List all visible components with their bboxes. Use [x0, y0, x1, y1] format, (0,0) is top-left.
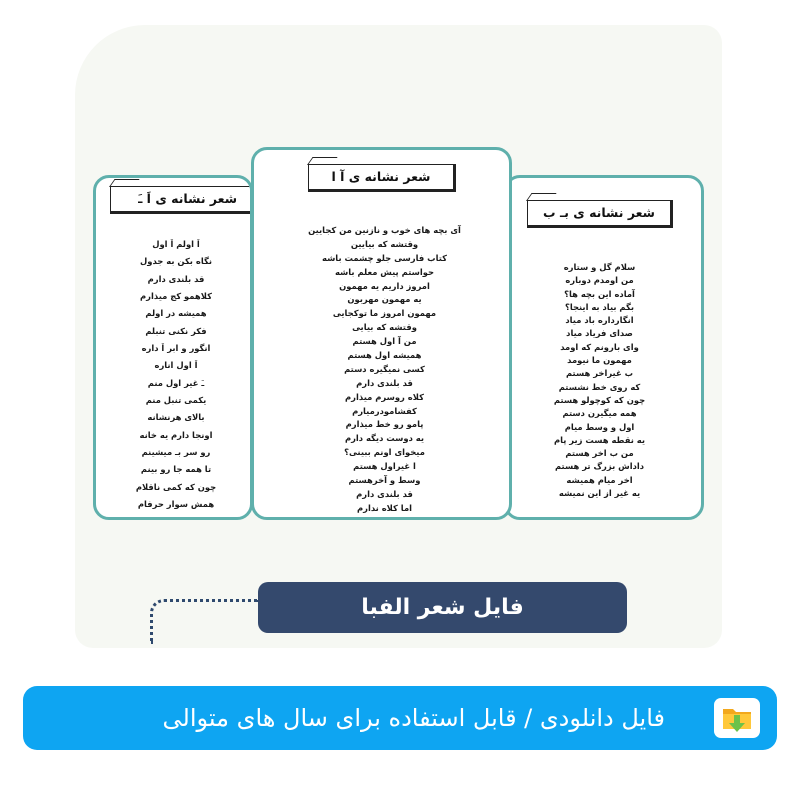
poem-line: وقتشه که بیایین [350, 238, 419, 249]
poem-line: یکمی تنبل منم [145, 395, 207, 406]
poem-line: مهمون امروز ما توکجایی [332, 308, 437, 319]
poem-card-alef-madd [251, 147, 512, 520]
poem-line: همه میگیرن دستم [562, 408, 637, 419]
poem-line: اول و وسط میام [564, 421, 635, 432]
poem-line: رو سر بـ میشینم [141, 447, 211, 458]
poem-line: همش سوار حرفام [137, 499, 215, 510]
poem-line: کتاب فارسی جلو چشمت باشه [321, 252, 448, 263]
poem-lines [274, 224, 495, 516]
poem-line: کفشامودرمیارم [352, 405, 417, 416]
poem-line: چون که کوچولو هستم [553, 394, 646, 405]
poem-line: کلاه روسرم میذارم [345, 391, 424, 402]
poem-line: پامو رو خط میذارم [345, 419, 424, 430]
poem-line: ب غیراخر هستم [565, 368, 634, 379]
poem-line: کلاهمو کج میذارم [140, 291, 212, 302]
banner-text: فایل دانلودی / قابل استفاده برای سال های متوالی [162, 704, 665, 732]
poem-line: حواستم پیش معلم باشه [334, 266, 435, 277]
poem-line: انگارداره باد میاد [565, 315, 634, 326]
poem-line: صدای فریاد میاد [566, 328, 633, 339]
file-title-label: فایل شعر الفبا [258, 582, 627, 633]
poem-line: بگم بیاد به اینجا؟ [564, 301, 635, 312]
poem-line: ـَ غیر اول منم [147, 377, 205, 388]
poem-line: کسی نمیگیره دستم [344, 363, 425, 374]
poem-card-title: شعر نشانه ی بـ ب [527, 200, 673, 228]
poem-line: آماده این بچه ها؟ [564, 288, 635, 299]
poem-line: یه دوست دیگه دارم [344, 433, 425, 444]
poem-line: بالای هرنشانه [147, 412, 205, 423]
poem-line: اَ اولم اَ اول [152, 239, 200, 249]
poem-line: من ب اخر هستم [565, 448, 634, 459]
poem-line: یه غیر از این نمیشه [558, 488, 641, 499]
poem-line: یه مهمون مهربون [347, 294, 422, 305]
poem-line: ا غیراول هستم [353, 461, 416, 472]
poem-line: مهمون ما نیومد [567, 355, 632, 366]
poem-lines [527, 261, 672, 500]
poem-line: وای بارونم که اومد [560, 341, 639, 352]
download-banner[interactable] [23, 686, 777, 750]
poem-card-alef-fatheh [93, 175, 253, 520]
poem-line: وقتشه که بیایی [352, 322, 417, 333]
poem-line: همیشه اول هستم [347, 350, 422, 361]
folder-download-icon [714, 698, 760, 738]
poem-line: قد بلندی دارم [356, 488, 413, 499]
poem-line: انگور و ابر اَ داره [141, 343, 211, 354]
poem-line: آی بچه های خوب و نازنین من کجایین [308, 225, 461, 235]
poem-card-title: شعر نشانه ی آ ا [308, 164, 456, 192]
poem-line: امروز داریم یه مهمون [339, 280, 430, 291]
poem-line: من آ اول هستم [352, 336, 417, 347]
poem-line: داداش بزرگ تر هستم [554, 461, 645, 472]
poem-line: میخوای اونم ببینی؟ [344, 447, 425, 458]
poem-line: اونجا دارم یه خانه [139, 429, 213, 440]
poem-line: نگاه بکن به جدول [140, 256, 212, 267]
poem-line: قد بلندی دارم [147, 273, 205, 284]
poem-line: که روی خط نشستم [558, 381, 641, 392]
poem-line: من اومدم دوباره [565, 275, 634, 286]
poem-line: تا همه جا رو بینم [140, 464, 212, 475]
poem-line: همیشه در اولم [145, 308, 207, 319]
poem-line: وسط و آخرهستم [348, 475, 421, 486]
poem-line: فکر نکنی تنبلم [145, 325, 207, 336]
poem-line: اما کلاه ندارم [356, 502, 413, 513]
poem-line: سلام گل و ستاره [563, 262, 636, 272]
poem-line: چون که کمی ناقلام [135, 481, 217, 492]
poem-line: یه نقطه هست زیر پام [553, 434, 646, 445]
poem-line: اَ اول اناره [154, 360, 198, 371]
poem-card-title: شعر نشانه ی اَ ـَ [110, 186, 253, 214]
dotted-connector [150, 599, 260, 644]
poem-card-be [504, 175, 704, 520]
poem-lines [108, 236, 244, 514]
poem-line: قد بلندی دارم [356, 377, 413, 388]
poem-line: اخر میام همیشه [566, 474, 633, 485]
